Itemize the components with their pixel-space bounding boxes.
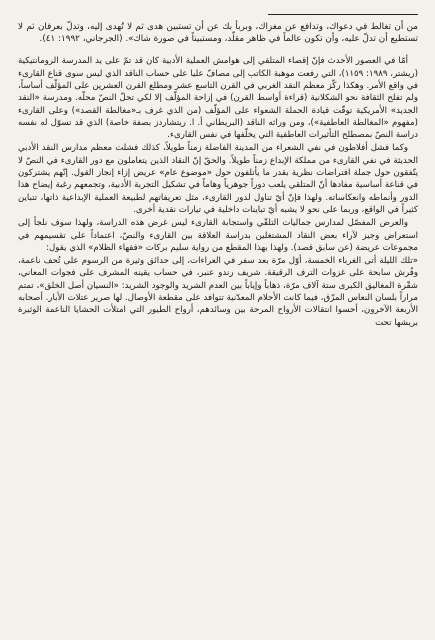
body-paragraph: والعرض المفصّل لمدارس جماليات التلقّي واستجابة القارىء ليس غرض هذه الدراسة، ولهذا سوف نلجأ إلى استعراض وجيز لآراء بعض النقاد المشتغلين بدراسة العلاقة بين القارىء والنصّ، اعتماداً على تقسيمهم في مجموعات عريضة (عن سابق قصد). ولهذا بهذا المقطع من رواية سليم بركات «فقهاء الظلام» الذي يقول:	[18, 218, 418, 253]
footnote-text: من أن تغالط في دعواك، وتدافع عن مغزاك، وبربأ بك عن أن تستبين هدى ثم لا تُهدى إليه، وتدلّ بعرفان ثم لا تستطيع أن تدلّ عليه، وأن تكون عالماً في ظاهر مقلّد، ومستبيناً في صورة شاك». (الجرجاني، ١٩٩٢: ٤١).	[18, 22, 418, 45]
quoted-passage: «تلك الليلة أتى الغرباء الخمسة، أوّل مرّة بعد سفر في العراءات، إلى حدائق وثيرة من الرسوم على تُحف ناعمة، وفُرش سابحة على غزوات الترف الرقيقة. شريف رندو عنبر، في حساب يقينه المشرف على فجوات المعاني، شقّرة المغاليق الكبرى ستة آلاف مرّة، ذهاباً وإياباً بين العدم الشريد والوجود الشريد: «النسيان أصل الخلق»، تمتم مراراً بلسان النعاس المزّق، فيما كانت الأحلام المعدّنية تتوافد على مقطعة الأوصال. لها صرير عتلات الأبار. أصحابه الأربعة الآخرون، أحسوا انتقالات الأرواح المرحة بين وسائدهم، أرواح الطيور التي امتلأت الحشايا الناعمة الوثيرة بريشها تحت	[18, 256, 418, 328]
footnote-divider	[268, 14, 418, 15]
body-paragraph: وكما فشل أفلاطون في نفي الشعراء من المدينة الفاضلة زمناً طويلاً، كذلك فشلت معظم مدارس النقد الأدبي الحديثة في نفي القارىء من مملكة الإبداع زمناً طويلاً. والحقّ إنّ النقاد الذين يتعاملون مع دور القارىء في النصّ لا يتّفقون حول جملة افتراضات نظرية بقدر ما يأتلفون حول «موضوع عام» عريض إزاء إنجاز القول. إنّهم يشتركون في قناعة أساسية مفادها أنّ المتلقي يلعب دوراً جوهرياً وهاماً في تشكيل التجربة الأدبية، وتجمعهم رغبة إيضاح هذا الدور وأنماطه وانعكاساته. ولهذا فإنّ أيّ تناول لدور القارىء، مثل تعريفاتهم لطبيعة العملية الإبداعية ذاتها، تتباين كثيراً في الواقع، وربما على نحو لا يشبه أيّ تباينات داخلية في تيارات نقدية أخرى.	[18, 143, 418, 215]
book-page	[18, 14, 418, 630]
body-paragraph: أمّا في العصور الأحدث فإنّ إقصاء المتلقي إلى هوامش العملية الأدبية كان قد تمّ على يد المدرسة الرومانتيكية (ريشتر، ١٩٨٩: ١١٥٩)، التي رفعت موهبة الكاتب إلى مصافّ عليا على حساب الناقد الذي ليس سوى قناع القارىء في واقع الأمر. وهكذا ركّز معظم النقد الغربي في القرن التاسع عشر ومطلع القرن العشرين على المؤلّف أساساً، ولم تفلح الثقافة نحو الشكلانية (قراءة أواسط القرن) في إزاحة المؤلّف إلا لكي تحلّ النصّ محلّه. ومدرسة «النقد الجديد» الأمريكية توقّت قيادة الحملة الشعواء على المؤلّف (من الذي غرف بـ«مغالطة القصد») وعلى القارىء (مفهوم «المغالطة العاطفية»)، ومن وراثه الناقد (البريطاني أ. ا. ريتشاردز بصفة خاصة) الذي قد تسوّل له نفسه دراسة النصّ بمصطلح التأثيرات العاطفية التي يخلّفها في نفس القارىء.	[18, 56, 418, 141]
